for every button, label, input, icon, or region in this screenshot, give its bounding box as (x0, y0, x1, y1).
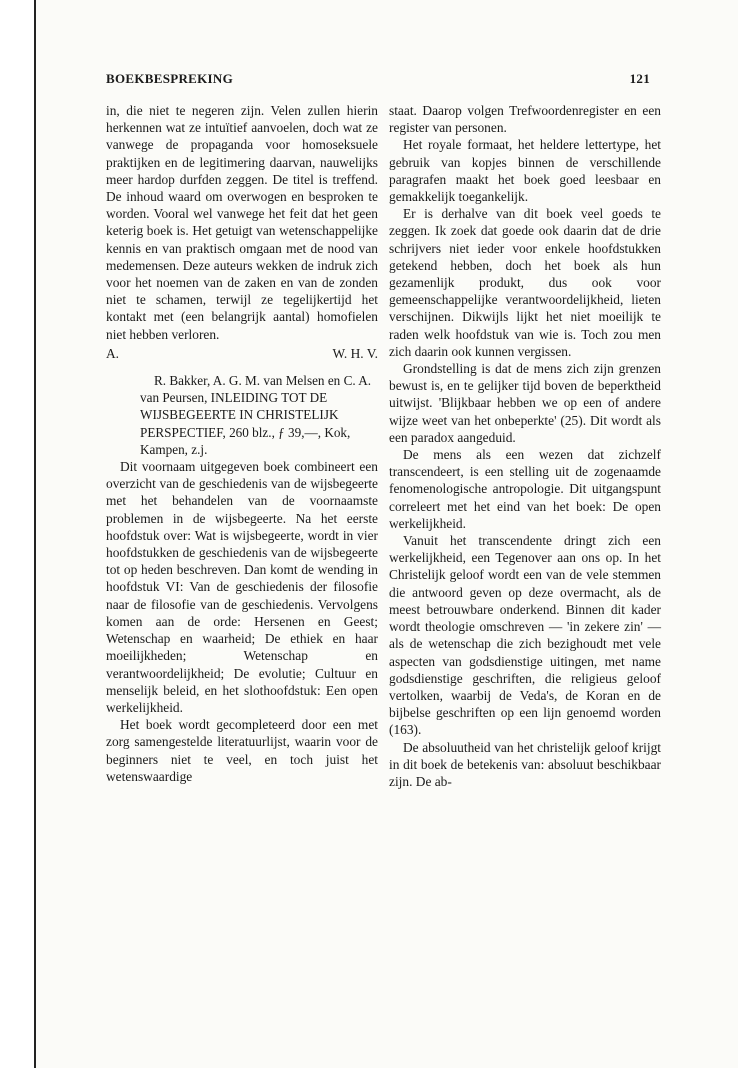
review-paragraph: Dit voornaam uitgegeven boek combineert een overzicht van de geschiedenis van de wijsbegeerte met het behandelen van de voornaamste problemen in de wijsbegeerte. Na het eerste hoofdstuk over: Wat is wijsbegeerte, wordt in vier hoofdstukken de geschiedenis van de wijsbegeerte tot op heden beschreven. Dan komt de wending in hoofdstuk VI: Van de geschiedenis der filosofie naar de filosofie van de geschiedenis. Vervolgens komen aan de orde: Hersenen en Geest; Wetenschap en waarheid; De ethiek en haar moeilijkheden; Wetenschap en verantwoordelijkheid; De evolutie; Cultuur en menselijk beleid, en het slothoofdstuk: Een open werkelijkheid. (106, 459, 378, 715)
review-paragraph: De absoluutheid van het christelijk geloof krijgt in dit boek de betekenis van: absoluut beschikbaar zijn. De ab- (389, 739, 661, 789)
review-paragraph: Het boek wordt gecompleteerd door een met zorg samengestelde literatuurlijst, waarin voor de beginners niet te veel, en toch juist het wetenswaardige (106, 717, 378, 784)
review-paragraph: Grondstelling is dat de mens zich zijn grenzen bewust is, en te gelijker tijd boven de beperktheid uitwijst. 'Blijkbaar hebben we op een of andere wijze weet van het onbeperkte' (25). Dit wordt als een paradox aangeduid. (389, 361, 661, 445)
left-column (106, 102, 378, 785)
book-page (34, 0, 738, 1068)
review-paragraph: De mens als een wezen dat zichzelf transcendeert, is een stelling uit de zogenaamde fenomenologische antropologie. Dit uitgangspunt correleert met het eind van het boek: De open werkelijkheid. (389, 447, 661, 531)
section-title: BOEKBESPREKING (106, 71, 234, 86)
page-number: 121 (629, 71, 650, 86)
signature-initial: A. (106, 345, 120, 361)
book-reference: R. Bakker, A. G. M. van Melsen en C. A. van Peursen, INLEIDING TOT DE WIJSBEGEERTE IN CHRISTELIJK PERSPECTIEF, 260 blz., ƒ 39,—, Kok, Kampen, z.j. (140, 373, 372, 457)
running-header (106, 71, 650, 91)
right-column (389, 102, 661, 790)
signature-initials: W. H. V. (332, 345, 378, 361)
review-paragraph: Er is derhalve van dit boek veel goeds te zeggen. Ik zoek dat goede ook daarin dat de drie schrijvers niet ieder voor enkele hoofdstukken getekend hebben, doch het boek als hun gezamenlijk produkt, dus ook voor gemeenschappelijke verantwoordelijkheid, lieten verschijnen. Dikwijls lijkt het niet moeilijk te raden welk hoofdstuk van wie is. Toch zou men zich daarin ook kunnen vergissen. (389, 206, 661, 359)
review-paragraph: staat. Daarop volgen Trefwoordenregister en een register van personen. (389, 103, 661, 136)
review-paragraph: Vanuit het transcendente dringt zich een werkelijkheid, een Tegenover aan ons op. In het Christelijk geloof wordt een van de vele stemmen die antwoord geven op deze overmacht, als de meest betrouwbare onderkend. Binnen dit kader wordt theologie omschreven — 'in zekere zin' — als de wetenschap die zich bezighoudt met vele aspecten van godsdienstige uitingen, met name godsdienstige geschriften, die religieus geloof vertolken, waarbij de Veda's, de Koran en de bijbelse geschriften op een lijn genoemd worden (163). (389, 533, 661, 738)
reviewer-signature (106, 345, 378, 362)
review-paragraph: Het royale formaat, het heldere lettertype, het gebruik van kopjes binnen de verschillende paragrafen maakt het boek goed leesbaar en gemakkelijk toegankelijk. (389, 137, 661, 205)
review-end-paragraph: in, die niet te negeren zijn. Velen zullen hierin herkennen wat ze intuïtief aanvoelen, doch wat ze vanwege de propaganda voor homoseksuele praktijken en de legitimering daarvan, nauwelijks meer hardop durfden zeggen. De titel is treffend. De inhoud waard om overwogen en besproken te worden. Vooral wel vanwege het feit dat het geen keterig boek is. Het getuigt van wetenschappelijke kennis en van praktisch omgaan met de nood van medemensen. Deze auteurs wekken de indruk zich voor het noemen van de zaken en van de zonden niet te schamen, terwijl ze tegelijkertijd het kontakt met (een belangrijk aantal) homofielen niet hebben verloren. (106, 103, 378, 342)
